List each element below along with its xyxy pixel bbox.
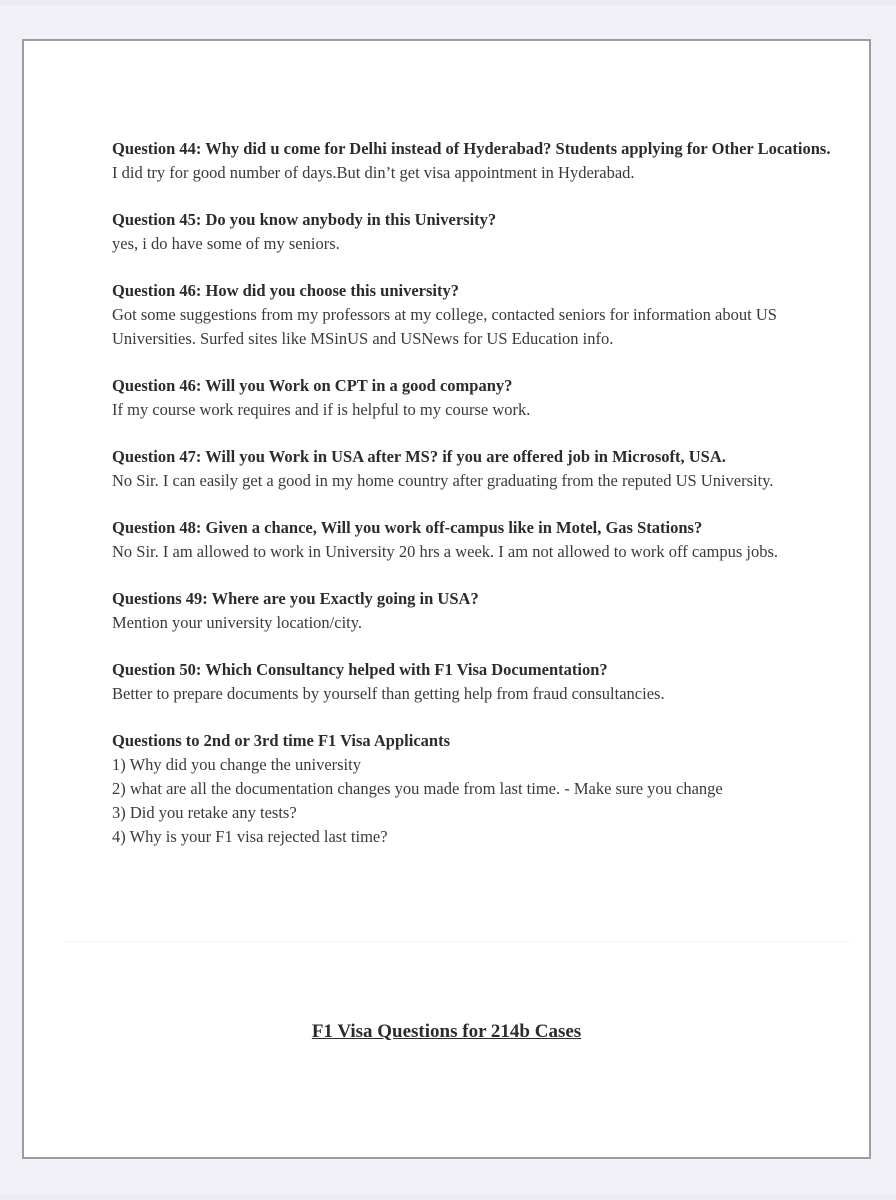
question-text: Question 48: Given a chance, Will you work off-campus like in Motel, Gas Stations?: [112, 518, 703, 537]
top-background-strip: [0, 0, 896, 5]
answer-text: I did try for good number of days.But din’t get visa appointment in Hyderabad.: [112, 163, 635, 182]
answer-text: No Sir. I can easily get a good in my home country after graduating from the reputed US University.: [112, 471, 774, 490]
repeat-applicants-section: [112, 729, 857, 849]
qa-item-50: [112, 658, 857, 706]
qa-item-45: [112, 208, 857, 256]
qa-item-46b: [112, 374, 857, 422]
answer-text: yes, i do have some of my seniors.: [112, 234, 340, 253]
qa-content: [112, 137, 857, 872]
qa-item-44: [112, 137, 857, 185]
list-item: 2) what are all the documentation changes you made from last time. - Make sure you change: [112, 779, 723, 798]
answer-text: Mention your university location/city.: [112, 613, 363, 632]
question-text: Question 45: Do you know anybody in this University?: [112, 210, 497, 229]
answer-text: No Sir. I am allowed to work in University 20 hrs a week. I am not allowed to work off campus jobs.: [112, 542, 778, 561]
qa-item-48: [112, 516, 857, 564]
question-text: Question 47: Will you Work in USA after MS? if you are offered job in Microsoft, USA.: [112, 447, 726, 466]
list-item: 1) Why did you change the university: [112, 755, 361, 774]
answer-text: If my course work requires and if is helpful to my course work.: [112, 400, 531, 419]
question-text: Questions 49: Where are you Exactly going in USA?: [112, 589, 479, 608]
answer-text: Better to prepare documents by yourself than getting help from fraud consultancies.: [112, 684, 665, 703]
document-page: [22, 39, 871, 1159]
question-text: Question 50: Which Consultancy helped with F1 Visa Documentation?: [112, 660, 608, 679]
list-item: 3) Did you retake any tests?: [112, 803, 297, 822]
question-text: Question 46: Will you Work on CPT in a good company?: [112, 376, 513, 395]
qa-item-47: [112, 445, 857, 493]
answer-text: Got some suggestions from my professors at my college, contacted seniors for information about US Universities. Surfed sites like MSinUS and USNews for US Education info.: [112, 305, 777, 348]
qa-item-49: [112, 587, 857, 635]
bottom-background-strip: [0, 1194, 896, 1200]
repeat-section-title: Questions to 2nd or 3rd time F1 Visa Applicants: [112, 731, 450, 750]
qa-item-46a: [112, 279, 857, 351]
list-item: 4) Why is your F1 visa rejected last time?: [112, 827, 388, 846]
page-break-divider: [64, 941, 850, 942]
question-text: Question 46: How did you choose this university?: [112, 281, 459, 300]
question-text: Question 44: Why did u come for Delhi instead of Hyderabad? Students applying for Other Locations.: [112, 139, 831, 158]
section-heading-214b: F1 Visa Questions for 214b Cases: [311, 1021, 582, 1042]
